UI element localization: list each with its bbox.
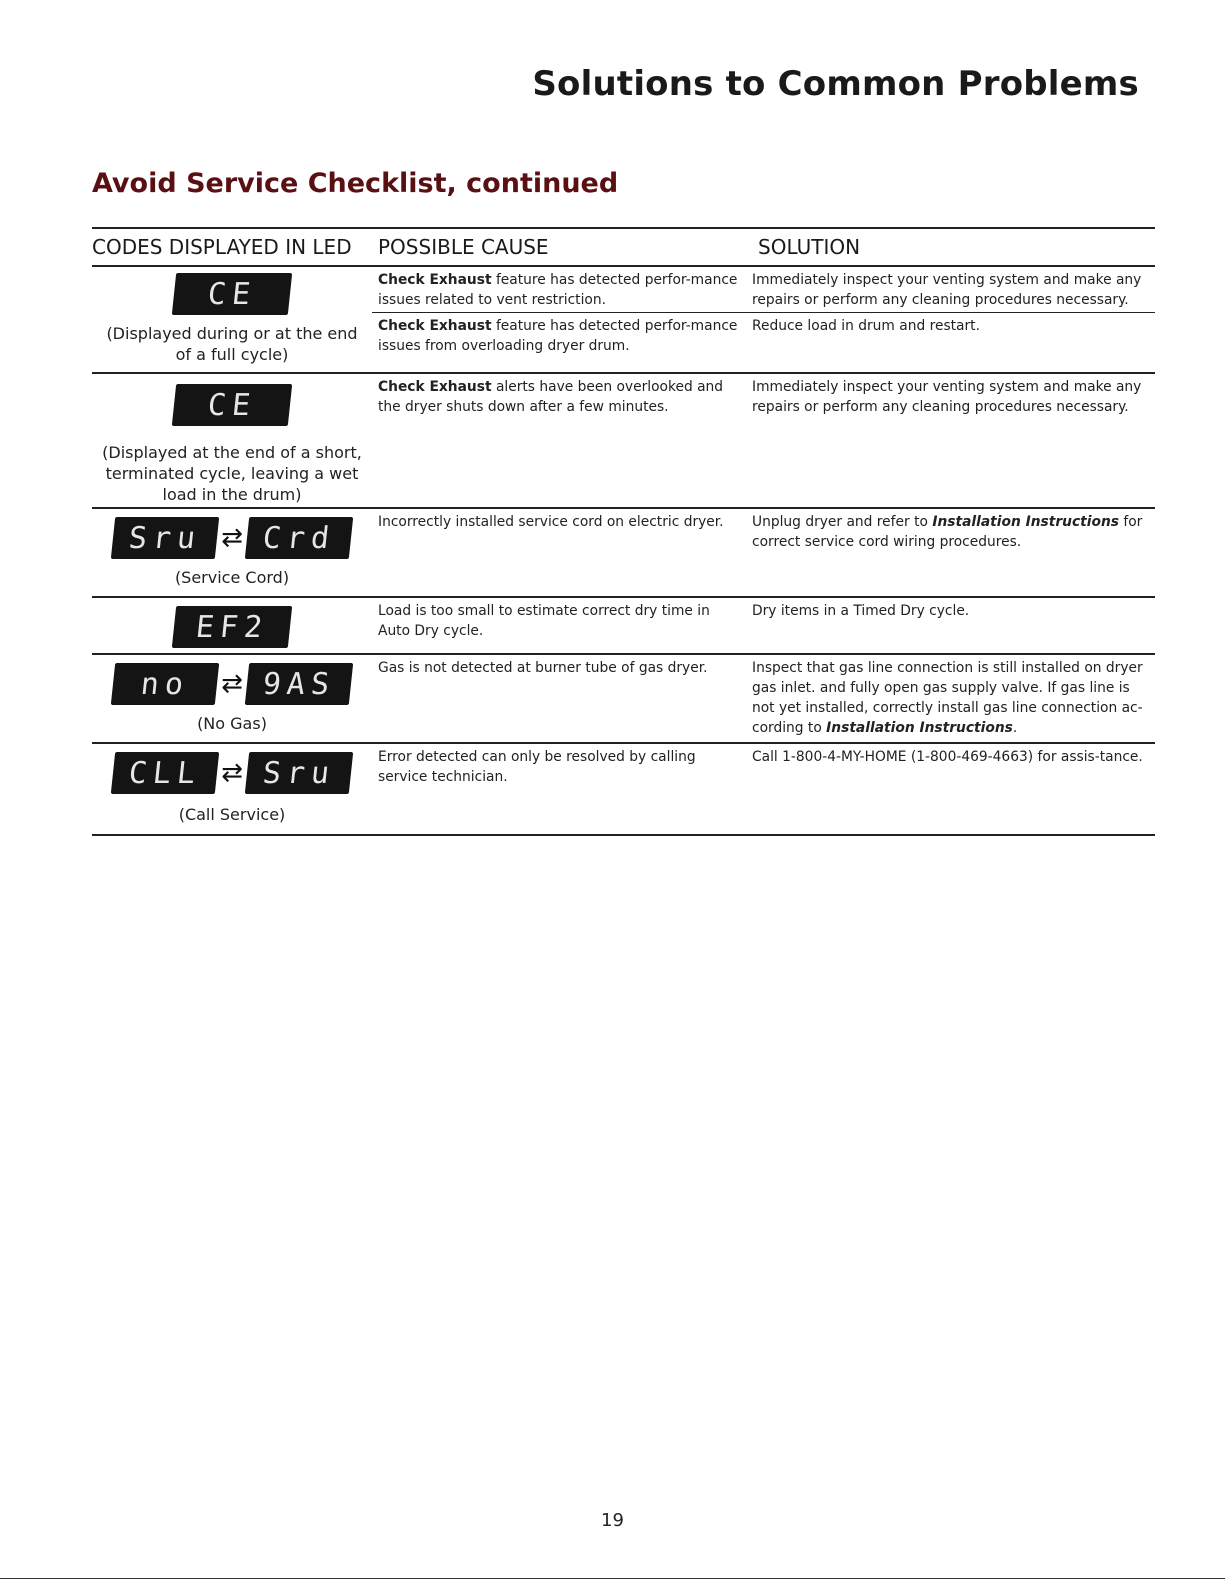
solution: Reduce load in drum and restart. bbox=[752, 318, 980, 334]
solution bbox=[744, 655, 1155, 742]
led-display-no: no bbox=[111, 663, 219, 705]
alternating-arrows-icon: ⇄ bbox=[221, 669, 243, 699]
column-header-cause: POSSIBLE CAUSE bbox=[378, 235, 549, 259]
led-display-pair bbox=[113, 517, 351, 559]
bottom-divider bbox=[0, 1578, 1225, 1579]
led-display-gas: 9AS bbox=[245, 663, 353, 705]
table-row bbox=[92, 744, 1155, 836]
solution bbox=[744, 509, 1155, 556]
possible-cause: Incorrectly installed service cord on electric dryer. bbox=[378, 514, 724, 530]
possible-cause bbox=[372, 374, 744, 421]
solution-text: Inspect that gas line connection is still installed on dryer gas inlet. and fully open gas supply valve. If gas line is not yet installed, correctly install gas line connection ac-cording to bbox=[752, 660, 1143, 736]
table-header bbox=[92, 227, 1155, 267]
cause-text: feature has detected perfor-mance issues from overloading dryer drum. bbox=[378, 318, 738, 354]
led-display-cll: CLL bbox=[111, 752, 219, 794]
installation-instructions-ref: Installation Instructions bbox=[826, 720, 1013, 736]
check-exhaust-label: Check Exhaust bbox=[378, 272, 492, 288]
code-note: (Service Cord) bbox=[174, 568, 290, 587]
led-display-pair bbox=[113, 752, 351, 794]
possible-cause: Error detected can only be resolved by calling service technician. bbox=[378, 749, 696, 785]
column-header-solution: SOLUTION bbox=[758, 235, 861, 259]
solution-text: Unplug dryer and refer to bbox=[752, 514, 933, 530]
cause-text: feature has detected perfor-mance issues related to vent restriction. bbox=[378, 272, 738, 308]
led-display-ef2: EF2 bbox=[172, 606, 292, 648]
possible-cause bbox=[372, 267, 744, 312]
led-display-crd: Crd bbox=[245, 517, 353, 559]
table-row bbox=[92, 374, 1155, 509]
led-display-pair bbox=[113, 663, 351, 705]
code-note: (No Gas) bbox=[197, 714, 267, 733]
alternating-arrows-icon: ⇄ bbox=[221, 758, 243, 788]
led-display-sru: Sru bbox=[245, 752, 353, 794]
code-note: (Call Service) bbox=[178, 805, 286, 824]
solution: Immediately inspect your venting system and make any repairs or perform any cleaning procedures necessary. bbox=[752, 272, 1142, 308]
led-display-ce: CE bbox=[172, 273, 292, 315]
column-header-codes: CODES DISPLAYED IN LED bbox=[92, 235, 352, 259]
solution-text: for correct service cord wiring procedures. bbox=[752, 514, 1143, 550]
solution: Call 1-800-4-MY-HOME (1-800-469-4663) for assis-tance. bbox=[752, 749, 1143, 765]
page-number: 19 bbox=[601, 1510, 624, 1531]
check-exhaust-label: Check Exhaust bbox=[378, 379, 492, 395]
led-display-ce: CE bbox=[172, 384, 292, 426]
possible-cause: Gas is not detected at burner tube of gas dryer. bbox=[378, 660, 708, 676]
page-title: Solutions to Common Problems bbox=[532, 64, 1139, 104]
check-exhaust-label: Check Exhaust bbox=[378, 318, 492, 334]
cause-text: alerts have been overlooked and the dryer shuts down after a few minutes. bbox=[378, 379, 724, 415]
solution-text: . bbox=[1012, 720, 1018, 736]
code-note: (Displayed during or at the end of a full cycle) bbox=[106, 324, 358, 364]
table-row bbox=[92, 598, 1155, 655]
installation-instructions-ref: Installation Instructions bbox=[932, 514, 1119, 530]
table-row bbox=[92, 267, 1155, 374]
solution: Immediately inspect your venting system and make any repairs or perform any cleaning procedures necessary. bbox=[752, 379, 1142, 415]
table-row bbox=[92, 509, 1155, 598]
section-title: Avoid Service Checklist, continued bbox=[92, 168, 619, 199]
codes-table bbox=[92, 227, 1155, 836]
code-note: (Displayed at the end of a short, terminated cycle, leaving a wet load in the drum) bbox=[102, 443, 362, 504]
solution: Dry items in a Timed Dry cycle. bbox=[752, 603, 970, 619]
possible-cause bbox=[372, 313, 744, 372]
led-display-sru: Sru bbox=[111, 517, 219, 559]
table-row bbox=[92, 655, 1155, 744]
possible-cause: Load is too small to estimate correct dry time in Auto Dry cycle. bbox=[378, 603, 710, 639]
alternating-arrows-icon: ⇄ bbox=[221, 523, 243, 553]
